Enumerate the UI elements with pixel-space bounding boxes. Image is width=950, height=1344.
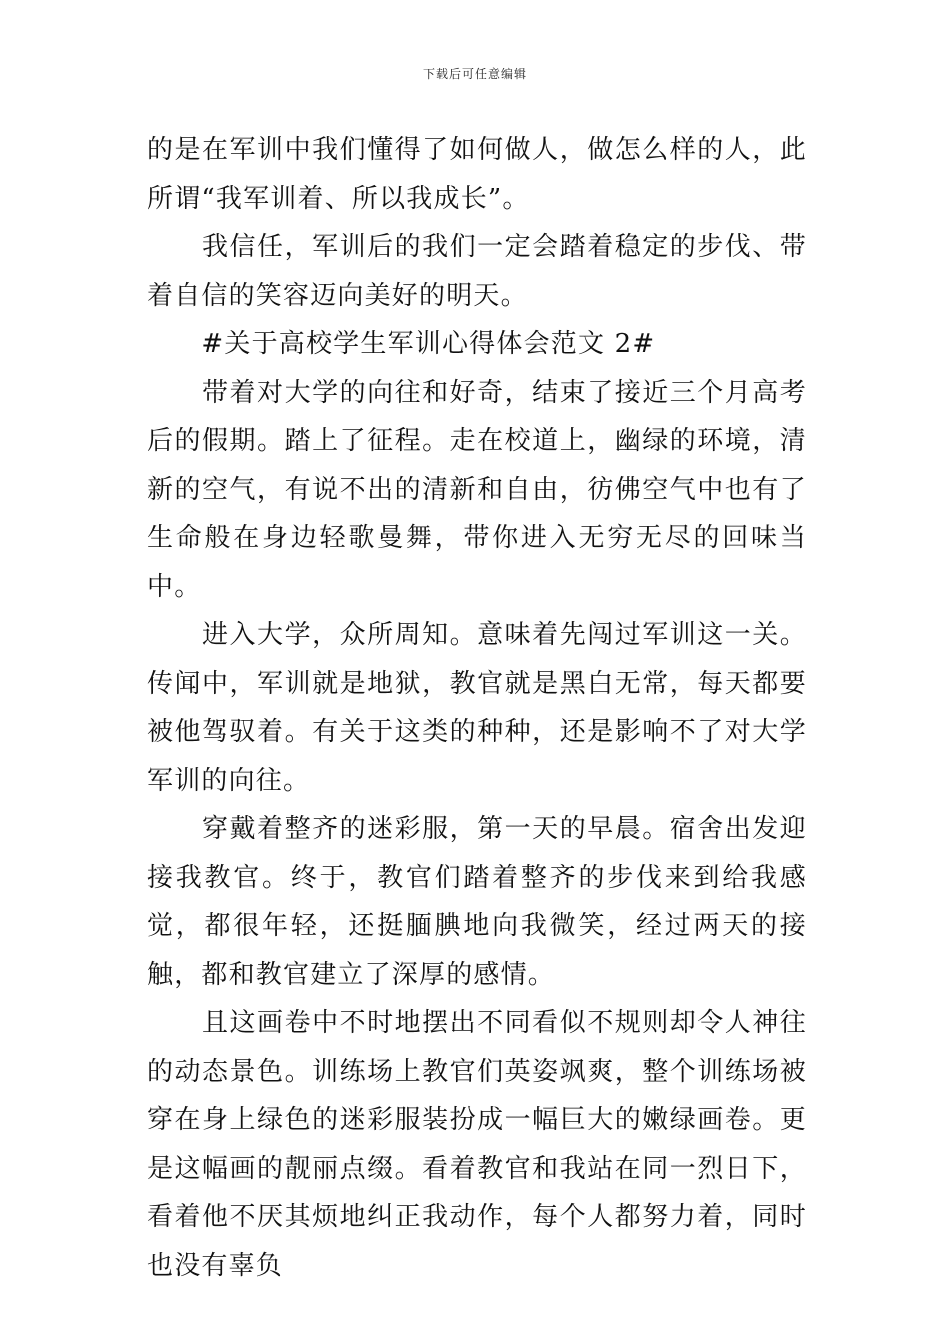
document-body xyxy=(147,126,807,1290)
paragraph-6: 且这画卷中不时地摆出不同看似不规则却令人神往的动态景色。训练场上教官们英姿飒爽，整个训练场被穿在身上绿色的迷彩服装扮成一幅巨大的嫩绿画卷。更是这幅画的靓丽点缀。看着教官和我站在同一烈日下，看着他不厌其烦地纠正我动作，每个人都努力着，同时也没有辜负 xyxy=(147,1008,807,1281)
paragraph-4: 进入大学，众所周知。意味着先闯过军训这一关。传闻中，军训就是地狱，教官就是黑白无常，每天都要被他驾驭着。有关于这类的种种，还是影响不了对大学军训的向往。 xyxy=(147,620,807,796)
page-header: 下载后可任意编辑 xyxy=(422,67,527,81)
paragraph-3: 带着对大学的向往和好奇，结束了接近三个月高考后的假期。踏上了征程。走在校道上，幽绿的环境，清新的空气，有说不出的清新和自由，彷佛空气中也有了生命般在身边轻歌曼舞，带你进入无穷无尽的回味当中。 xyxy=(147,377,807,602)
paragraph-1: 的是在军训中我们懂得了如何做人，做怎么样的人，此所谓“我军训着、所以我成长”。 xyxy=(147,135,807,214)
section-heading: #关于高校学生军训心得体会范文 2# xyxy=(147,329,656,359)
paragraph-2: 我信任，军训后的我们一定会踏着稳定的步伐、带着自信的笑容迈向美好的明天。 xyxy=(147,232,807,311)
paragraph-5: 穿戴着整齐的迷彩服，第一天的早晨。宿舍出发迎接我教官。终于，教官们踏着整齐的步伐来到给我感觉，都很年轻，还挺腼腆地向我微笑，经过两天的接触，都和教官建立了深厚的感情。 xyxy=(147,814,807,990)
